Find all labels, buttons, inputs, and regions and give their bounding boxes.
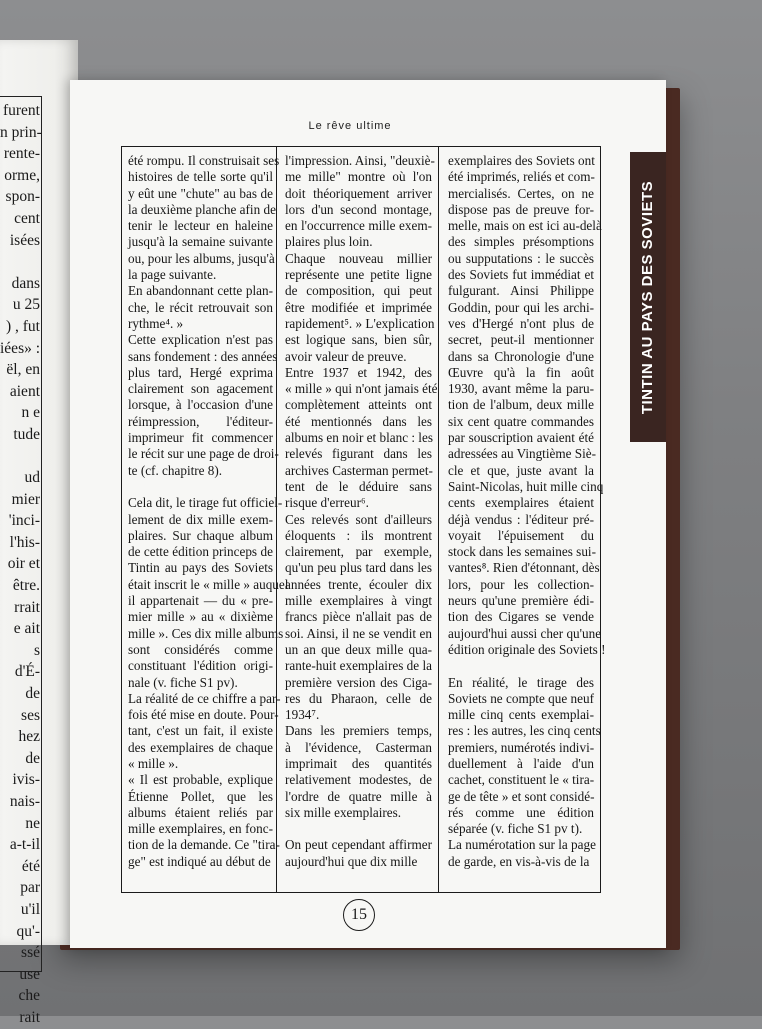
column-divider: [438, 147, 439, 892]
previous-page-line: dans: [11, 274, 40, 292]
text-line: On peut cependant affirmer: [285, 837, 432, 853]
text-line: clairement son agacement: [128, 381, 273, 397]
text-line: en l'occurrence mille exem-: [285, 218, 432, 234]
text-line: vantes⁸. Rien d'étonnant, dès: [448, 560, 600, 576]
text-line: éloquents : ils montrent: [285, 527, 432, 543]
previous-page-line: use: [19, 965, 40, 983]
section-tab-label: TINTIN AU PAYS DES SOVIETS: [639, 180, 657, 414]
text-line: 1934⁷.: [285, 707, 320, 723]
text-line: être modifiée et imprimée: [285, 299, 432, 315]
text-line: imprimait des quantités: [285, 755, 432, 771]
previous-page-line: rente-: [3, 145, 40, 163]
text-line: ou, pour les albums, jusqu'à: [128, 250, 275, 266]
text-line: risque d'erreur⁶.: [285, 495, 369, 511]
previous-page-line: qu'-: [16, 922, 40, 940]
text-line: « mille ».: [128, 755, 179, 771]
text-line: Saint-Nicolas, huit mille cinq: [448, 478, 604, 494]
previous-page-line: e ait: [13, 620, 40, 638]
text-line: lors, pour les collection-: [448, 576, 594, 592]
text-line: neurs qu'une première édi-: [448, 593, 594, 609]
previous-page-line: hez: [18, 728, 40, 746]
previous-page-line: n e: [21, 404, 40, 422]
previous-page-line: isées: [9, 231, 40, 249]
text-line: En abandonnant cette plan-: [128, 283, 273, 299]
text-line: lorsque, à l'occasion d'une: [128, 397, 273, 413]
previous-page-line: s: [33, 641, 40, 659]
text-line: che, le récit retrouvait son: [128, 299, 273, 315]
text-line: réimpression, l'éditeur-: [128, 413, 273, 429]
text-line: première version des Ciga-: [285, 674, 432, 690]
text-line: mille cinq cents exemplai-: [448, 707, 594, 723]
text-line: mille ». Ces dix mille albums: [128, 625, 284, 641]
text-line: doit théoriquement arriver: [285, 185, 432, 201]
text-line: « mille » qui n'ont jamais été: [285, 381, 438, 397]
text-line: res : les autres, les cinq cents: [448, 723, 601, 739]
text-line: le récit sur une page de droi-: [128, 446, 279, 462]
text-line: années trente, écouler dix: [285, 576, 432, 592]
previous-page-line: aient: [9, 382, 40, 400]
text-line: Ces relevés sont d'ailleurs: [285, 511, 432, 527]
text-frame: [121, 146, 606, 893]
previous-page-line: par: [20, 879, 40, 897]
text-line: de cette édition princeps de: [128, 544, 273, 560]
text-line: complètement atteints ont: [285, 397, 432, 413]
previous-page-line: u 25: [12, 296, 40, 314]
text-line: aujourd'hui que dix mille: [285, 853, 418, 869]
text-line: albums en noir et blanc : les: [285, 430, 433, 446]
text-line: fois été mise en doute. Pour-: [128, 707, 279, 723]
text-line: avoir valeur de preuve.: [285, 348, 407, 364]
text-line: ge de tête » et sont considé-: [448, 788, 595, 804]
previous-page-line: de: [25, 749, 40, 767]
previous-page-line: che: [18, 987, 40, 1005]
text-line: relevés figurant dans les: [285, 446, 432, 462]
previous-page-line: rait: [19, 1008, 40, 1026]
text-line: rapidement⁵. » L'explication: [285, 315, 435, 331]
text-line: édition originale des Soviets !: [448, 641, 606, 657]
previous-page-line: furent: [2, 102, 40, 119]
text-line: archives Casterman permet-: [285, 462, 433, 478]
text-line: La numérotation sur la page: [448, 837, 596, 853]
text-line: été imprimés, reliés et com-: [448, 169, 595, 185]
column-divider: [276, 147, 277, 892]
previous-page-line: ) , fut: [5, 317, 40, 335]
text-line: été rompu. Il construisait ses: [128, 153, 280, 168]
text-line: Entre 1937 et 1942, des: [285, 364, 432, 380]
text-line: En réalité, le tirage des: [448, 674, 594, 690]
text-line: à l'évidence, Casterman: [285, 739, 432, 755]
text-line: qu'un peu plus tard dans les: [285, 560, 432, 576]
previous-page-line: mier: [11, 490, 40, 508]
text-line: premiers, numérotés indivi-: [448, 739, 595, 755]
previous-page-line: été: [21, 857, 40, 875]
previous-page-line: 'inci-: [8, 512, 40, 530]
text-line: res du Pharaon, celle de: [285, 690, 432, 706]
text-line: rante-huit exemplaires de la: [285, 658, 432, 674]
previous-page-line: ses: [21, 706, 40, 724]
text-line: cents exemplaires étaient: [448, 495, 594, 511]
previous-page-line: tude: [13, 425, 40, 443]
text-line: tant, c'est un fait, il existe: [128, 723, 273, 739]
text-line: relativement modestes, de: [285, 772, 432, 788]
text-line: constituant l'édition origi-: [128, 658, 273, 674]
text-line: nale (v. fiche S1 pv).: [128, 674, 238, 690]
text-line: Étienne Pollet, que les: [128, 788, 273, 804]
previous-page-line: l'his-: [9, 533, 40, 551]
text-line: rés comme une édition: [448, 804, 594, 820]
text-line: sans fondement : des années: [128, 348, 278, 364]
text-line: lement de dix mille exem-: [128, 511, 273, 527]
text-line: Goddin, pour qui les archi-: [448, 299, 594, 315]
previous-page-line: rrait: [14, 598, 40, 616]
previous-page-line: ne: [25, 814, 40, 832]
text-line: exemplaires des Soviets ont: [448, 153, 595, 168]
text-line: voyait l'épuisement du: [448, 527, 594, 543]
text-line: « Il est probable, explique: [128, 772, 273, 788]
text-line: clairement, par exemple,: [285, 544, 432, 560]
text-line: séparée (v. fiche S1 pv t).: [448, 821, 583, 837]
section-tab: [630, 152, 666, 442]
text-line: albums étaient reliés par: [128, 804, 273, 820]
previous-page-line: oir et: [7, 555, 40, 573]
previous-page-line: de: [25, 685, 40, 703]
text-line: dispose pas de preuve for-: [448, 201, 594, 217]
text-line: aujourd'hui aussi cher qu'une: [448, 625, 602, 641]
page-number: 15: [343, 899, 375, 931]
previous-page-line: spon-: [5, 188, 40, 206]
text-line: mille exemplaires à vingt: [285, 593, 432, 609]
text-line: mier mille » au « dixième: [128, 609, 273, 625]
text-line: ge" est indiqué au début de: [128, 853, 271, 869]
text-line: six mille exemplaires.: [285, 804, 402, 820]
text-line: plaires. Sur chaque album: [128, 527, 273, 543]
text-line: tenir le lecteur en haleine: [128, 218, 273, 234]
text-line: la deuxième planche afin de: [128, 201, 276, 217]
previous-page-line: être.: [12, 577, 40, 595]
previous-page-line: ud: [24, 469, 40, 487]
text-line: est logique sans, bien sûr,: [285, 332, 432, 348]
text-line: Tintin au pays des Soviets: [128, 560, 273, 576]
text-line: tion des Cigares se vende: [448, 609, 594, 625]
book-page: [70, 80, 666, 948]
text-line: [128, 479, 273, 495]
text-column-2: [285, 153, 438, 870]
previous-page-line: cent: [14, 209, 40, 227]
previous-page-line: [0, 251, 40, 273]
previous-page-line: ël, en: [6, 361, 40, 379]
text-line: l'ordre de quatre mille à: [285, 788, 432, 804]
text-line: Cela dit, le tirage fut officiel-: [128, 495, 283, 511]
text-line: l'impression. Ainsi, "deuxiè-: [285, 153, 435, 168]
text-line: fulgurant. Ainsi Philippe: [448, 283, 594, 299]
text-line: tent de le déduire sans: [285, 478, 432, 494]
text-line: y eût une "chute" au bas de: [128, 185, 273, 201]
text-line: plaires plus loin.: [285, 234, 373, 250]
previous-page-line: d'É-: [14, 663, 40, 681]
text-line: [448, 658, 594, 674]
previous-page-text: [0, 100, 40, 1029]
previous-page-line: nais-: [9, 793, 40, 810]
text-line: tion de l'album, deux mille: [448, 397, 594, 413]
text-line: un an que deux mille qua-: [285, 641, 432, 657]
text-line: été mentionnés dans les: [285, 413, 432, 429]
text-line: Chaque nouveau millier: [285, 250, 432, 266]
text-line: était inscrit le « mille » auquel: [128, 576, 289, 592]
previous-page-line: ivis-: [12, 771, 40, 789]
text-line: de garde, en vis-à-vis de la: [448, 853, 590, 869]
text-line: des Soviets fut immédiat et: [448, 267, 594, 283]
text-line: cle et que, juste avant la: [448, 462, 594, 478]
text-line: représente une petite ligne: [285, 267, 432, 283]
text-line: Cette explication n'est pas: [128, 332, 273, 348]
text-line: ves d'Hergé n'ont plus de: [448, 315, 594, 331]
text-line: te (cf. chapitre 8).: [128, 462, 223, 478]
text-line: Dans les premiers temps,: [285, 723, 432, 739]
text-line: ou supputations : le succès: [448, 250, 594, 266]
previous-page-line: iées» :: [0, 339, 41, 357]
text-line: Œuvre qu'à la fin août: [448, 364, 594, 380]
text-line: melle, mais on est ici au-delà: [448, 218, 602, 234]
text-line: Soviets ne compte que neuf: [448, 690, 594, 706]
previous-page-line: n prin-: [0, 123, 42, 141]
text-line: mercialisés. Certes, on ne: [448, 185, 594, 201]
previous-page-line: [0, 446, 40, 468]
previous-page: [0, 40, 78, 1026]
text-line: secret, peut-il mentionner: [448, 332, 594, 348]
previous-page-line: u'il: [20, 900, 40, 918]
previous-page-line: ssé: [21, 944, 40, 962]
text-line: 1930, avant même la paru-: [448, 381, 594, 397]
text-line: de composition, qui peut: [285, 283, 432, 299]
text-line: La réalité de ce chiffre a par-: [128, 690, 281, 706]
text-line: des exemplaires de chaque: [128, 739, 273, 755]
text-line: soi. Ainsi, il ne se vendit en: [285, 625, 432, 641]
running-header: Le rêve ultime: [308, 120, 392, 132]
text-line: sont considérés comme: [128, 641, 273, 657]
text-line: plus tard, Hergé exprima: [128, 364, 273, 380]
text-line: rythme⁴. »: [128, 315, 184, 331]
previous-page-line: orme,: [4, 166, 40, 184]
text-line: lors d'un second montage,: [285, 201, 432, 217]
text-line: duellement à l'aide d'un: [448, 755, 594, 771]
text-line: imprimeur fit commencer: [128, 430, 273, 446]
text-line: tion de la demande. Ce "tira-: [128, 837, 280, 853]
text-line: francs pièce n'allait pas de: [285, 609, 432, 625]
text-line: déjà vendus : l'éditeur pré-: [448, 511, 594, 527]
text-line: six cent quatre commandes: [448, 413, 594, 429]
text-line: dans sa Chronologie d'une: [448, 348, 594, 364]
text-line: histoires de telle sorte qu'il: [128, 169, 273, 185]
text-line: cachet, constituent le « tira-: [448, 772, 595, 788]
text-line: me mille" montre où l'on: [285, 169, 432, 185]
text-line: stock dans les semaines sui-: [448, 544, 596, 560]
text-line: mille exemplaires, en fonc-: [128, 821, 273, 837]
previous-page-line: a-t-il: [9, 836, 40, 854]
text-line: adressées au Vingtième Siè-: [448, 446, 597, 462]
text-line: la page suivante.: [128, 267, 217, 283]
text-line: par souscription avaient été: [448, 430, 594, 446]
text-line: jusqu'à la semaine suivante: [128, 234, 273, 250]
text-column-1: [128, 153, 289, 870]
text-column-3: [448, 153, 606, 870]
text-line: des simples présomptions: [448, 234, 594, 250]
text-line: il appartenait — du « pre-: [128, 593, 273, 609]
text-line: [285, 821, 432, 837]
